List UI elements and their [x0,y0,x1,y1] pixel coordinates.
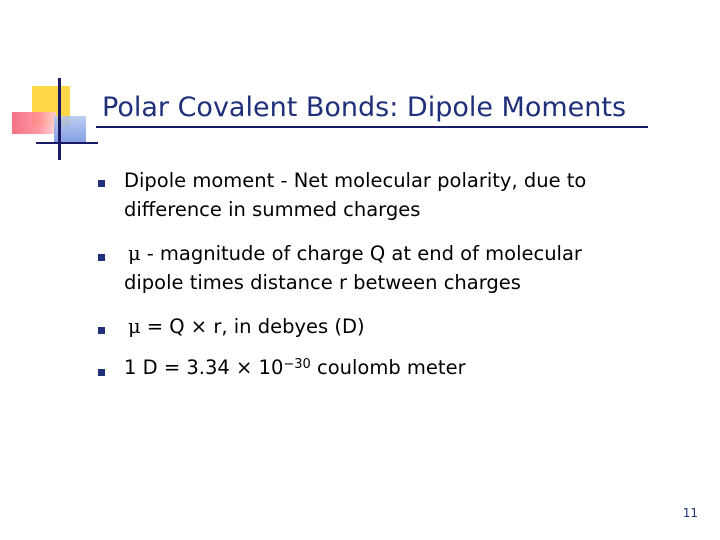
power-base: 10 [258,356,284,379]
mu-symbol: μ [128,315,141,338]
bullet-4-line [124,353,466,382]
bullet-marker [98,180,105,187]
bullet-3-text-a: = Q [146,315,185,338]
vertical-rule [58,78,61,160]
bullet-2-line-1 [124,239,582,268]
bullet-3-line [124,312,365,341]
times-symbol: × [190,315,208,338]
bullet-4-text-a: 1 D = 3.34 [124,356,230,379]
page-number: 11 [682,506,698,520]
bullet-marker [98,254,105,261]
bullet-1-line-1: Dipole moment - Net molecular polarity, due to [124,169,587,192]
bullet-marker [98,327,105,334]
times-symbol: × [235,356,253,379]
bullet-4-unit: coulomb meter [317,356,466,379]
decorative-logo [0,0,120,170]
bullet-1-line-2: difference in summed charges [124,198,421,221]
pink-bar-decoration [12,112,56,134]
short-horizontal-rule [36,142,98,144]
bullet-marker [98,369,105,376]
mu-symbol: μ [128,242,141,265]
bullet-2-line-1-text: - magnitude of charge Q at end of molecular [146,242,582,265]
power-exponent: −30 [283,357,311,372]
bullet-3-text-b: r, in debyes (D) [213,315,365,338]
title-underline-rule [96,126,648,128]
bullet-2-line-2: dipole times distance r between charges [124,271,521,294]
slide-title: Polar Covalent Bonds: Dipole Moments [102,92,627,123]
